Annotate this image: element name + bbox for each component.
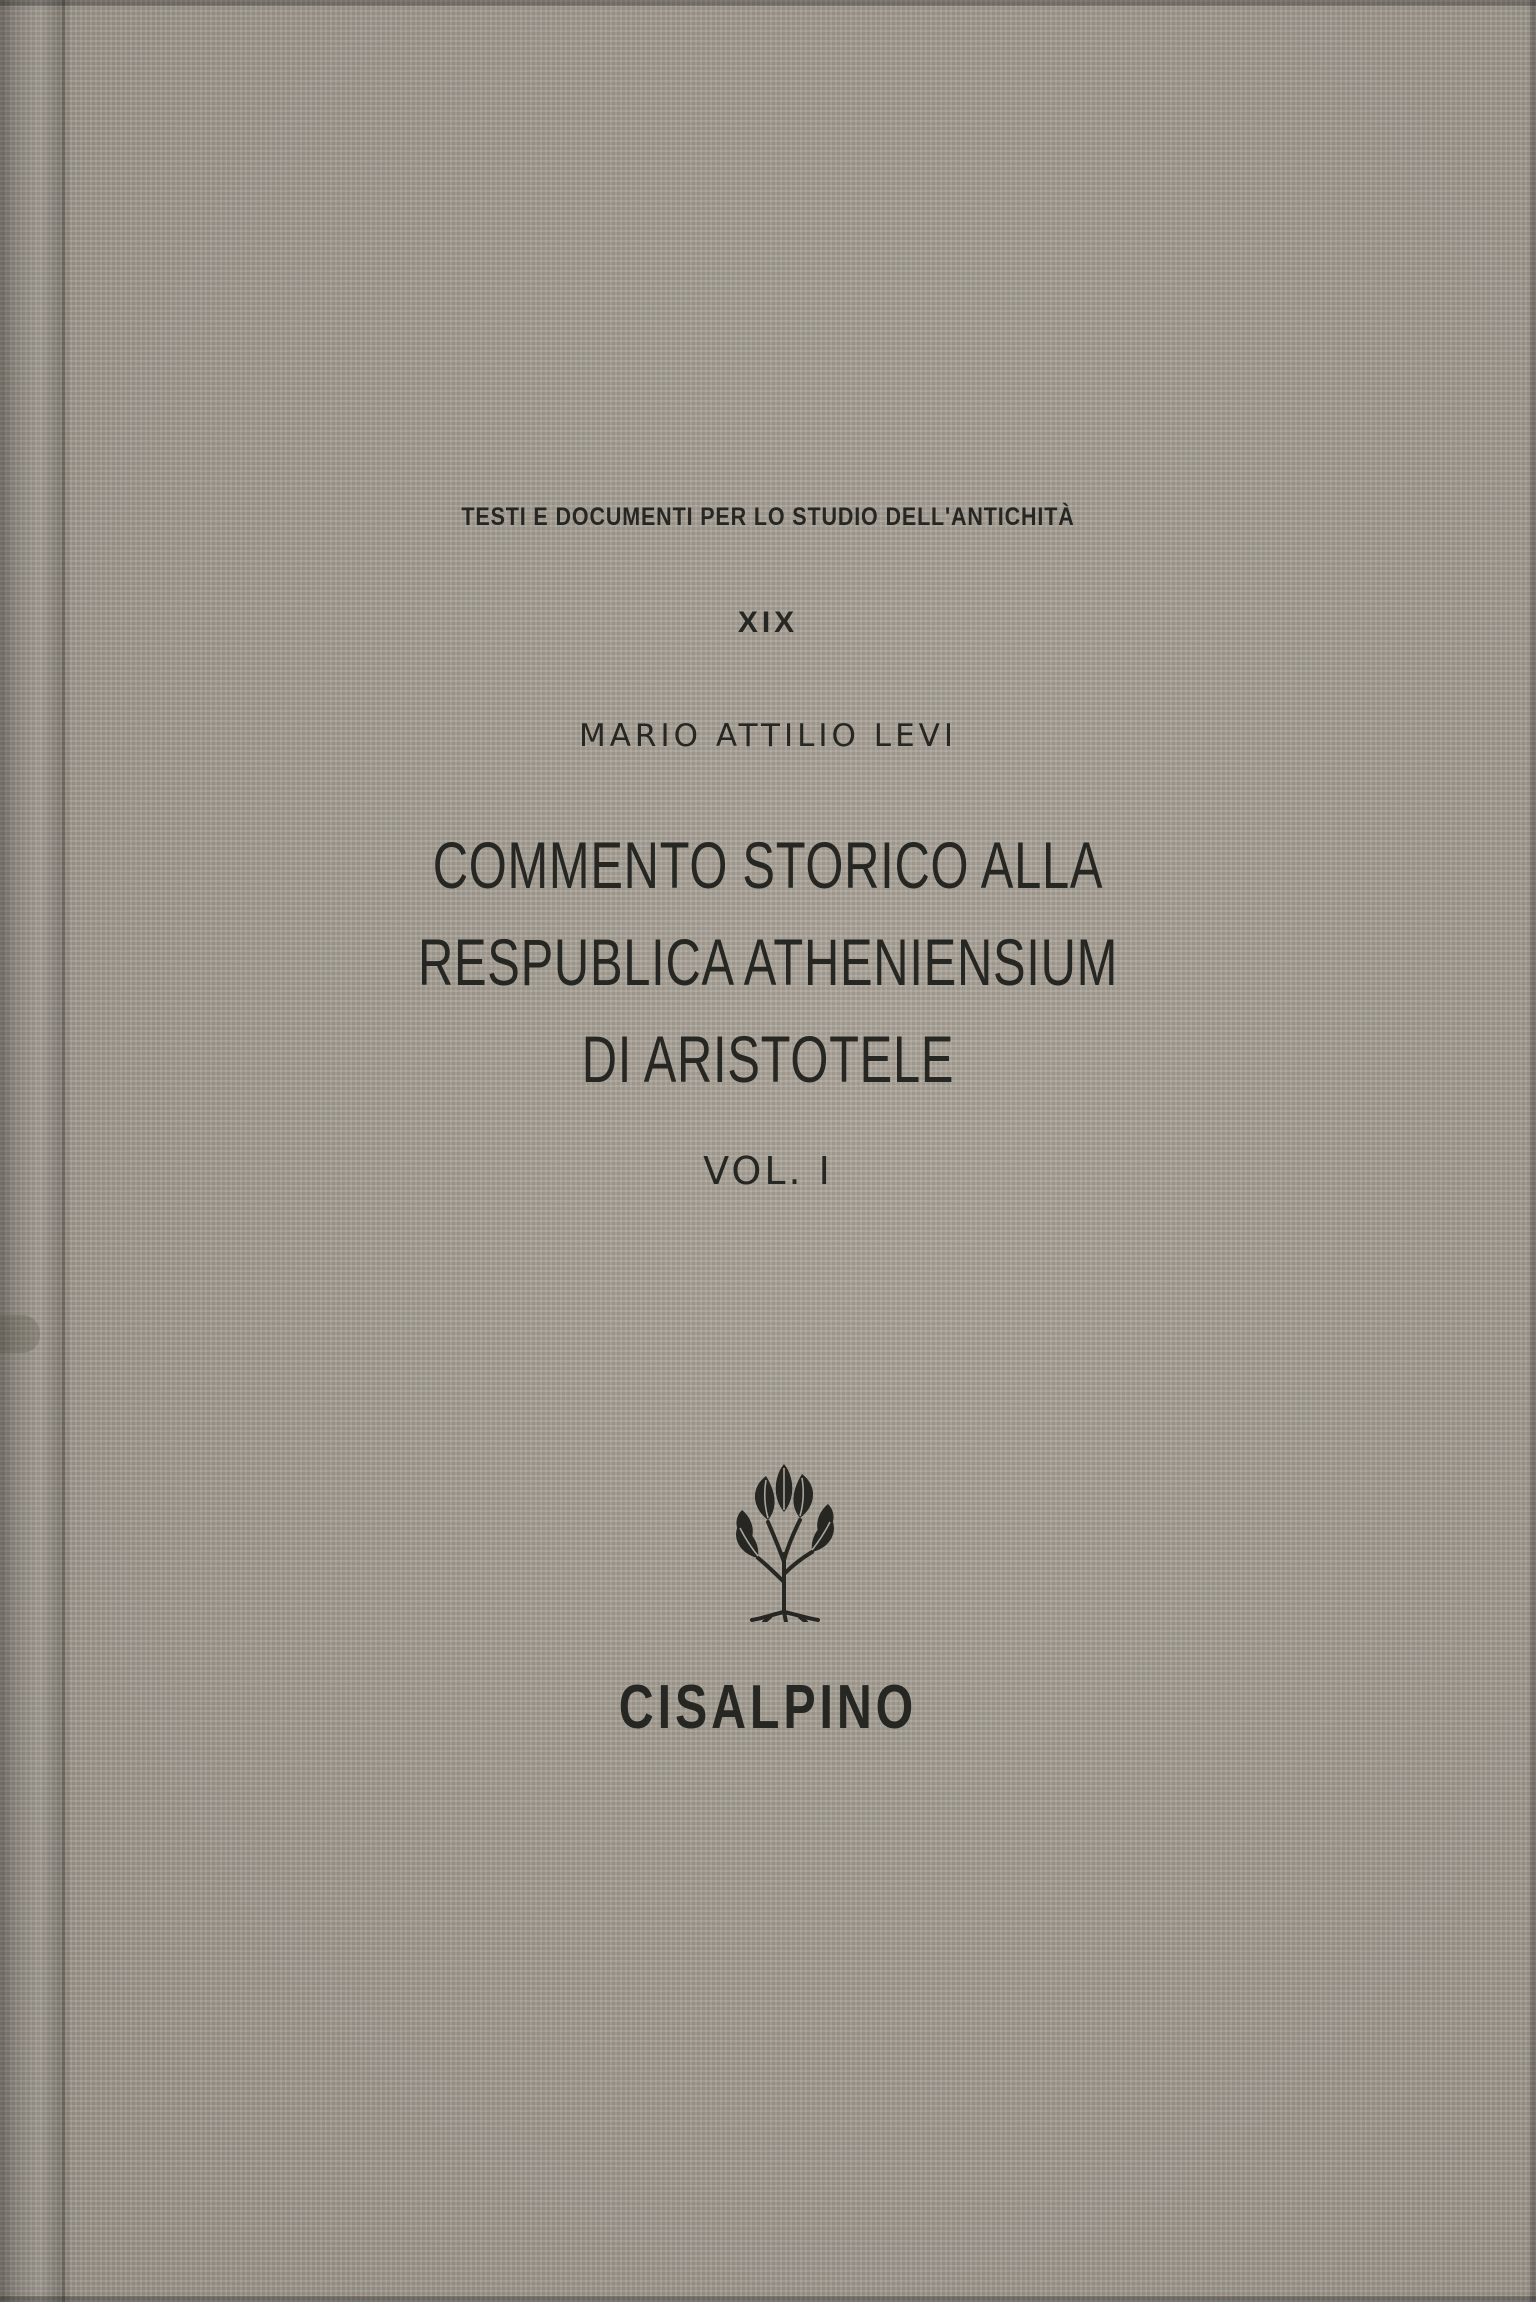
cover-edge-bottom [0, 2296, 1536, 2302]
author-name: MARIO ATTILIO LEVI [578, 718, 958, 754]
series-number: XIX [737, 606, 799, 639]
book-title-line-1: COMMENTO STORICO ALLA [432, 828, 1104, 902]
volume-label: VOL. I [703, 1149, 833, 1193]
publisher-name: CISALPINO [618, 1673, 918, 1742]
book-title-line-3: DI ARISTOTELE [581, 1022, 955, 1096]
tree-icon [728, 1462, 840, 1622]
hinge-mark [0, 1315, 40, 1353]
book-title-line-2: RESPUBLICA ATHENIENSIUM [417, 925, 1119, 999]
cover-edge-top [0, 0, 1536, 6]
series-title: TESTI E DOCUMENTI PER LO STUDIO DELL'ANTICHITÀ [461, 503, 1075, 531]
